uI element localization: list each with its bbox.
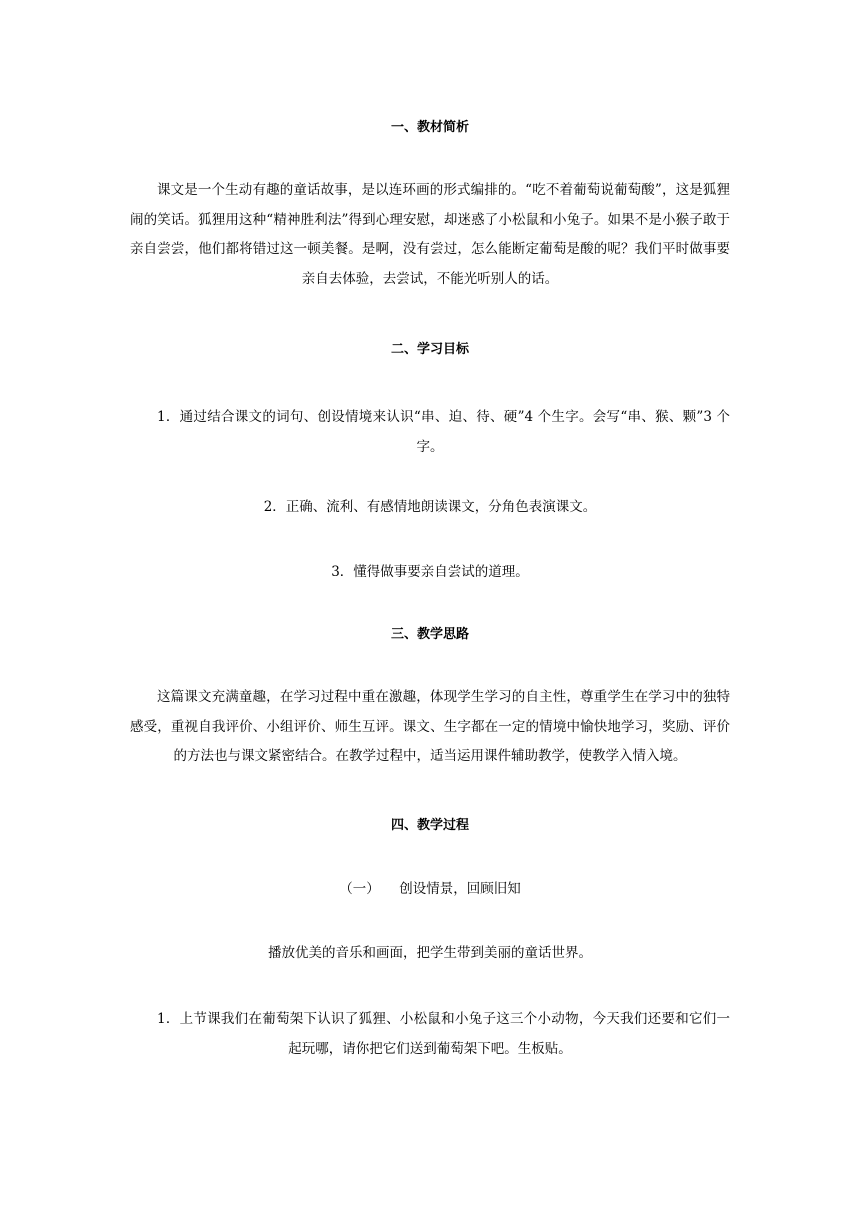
section-heading-teaching-approach: 三、教学思路 <box>390 627 469 642</box>
learning-goal-3: 3．懂得做事要亲自尝试的道理。 <box>331 564 529 580</box>
section-heading-textbook-analysis: 一、教材简析 <box>390 120 469 135</box>
subheading-title: 创设情景，回顾旧知 <box>399 881 521 897</box>
section-heading-learning-goals: 二、学习目标 <box>390 342 469 357</box>
subheading-label: （一） <box>339 881 380 897</box>
section-heading-teaching-process: 四、教学过程 <box>390 818 469 833</box>
teaching-process-intro: 播放优美的音乐和画面，把学生带到美丽的童话世界。 <box>268 945 592 961</box>
teaching-process-step-1: 1．上节课我们在葡萄架下认识了狐狸、小松鼠和小兔子这三个小动物，今天我们还要和它们一起玩哪，请你把它们送到葡萄架下吧。生板贴。 <box>157 1011 730 1057</box>
teaching-process-subheading <box>130 879 730 899</box>
learning-goal-2: 2．正确、流利、有感情地朗读课文，分角色表演课文。 <box>263 499 597 515</box>
textbook-analysis-paragraph: 课文是一个生动有趣的童话故事，是以连环画的形式编排的。“吃不着葡萄说葡萄酸”，这是狐狸闹的笑话。狐狸用这种“精神胜利法”得到心理安慰，却迷惑了小松鼠和小兔子。如果不是小猴子敢于亲自尝尝，他们都将错过这一顿美餐。是啊，没有尝过，怎么能断定葡萄是酸的呢？我们平时做事要亲自去体验，去尝试，不能光听别人的话。 <box>130 182 730 287</box>
learning-goal-1: 1．通过结合课文的词句、创设情境来认识“串、迫、待、硬”4 个生字。会写“串、猴、颗”3 个字。 <box>157 409 730 455</box>
teaching-approach-paragraph: 这篇课文充满童趣，在学习过程中重在激趣，体现学生学习的自主性，尊重学生在学习中的独特感受，重视自我评价、小组评价、师生互评。课文、生字都在一定的情境中愉快地学习，奖励、评价的方法也与课文紧密结合。在教学过程中，适当运用课件辅助教学，使教学入情入境。 <box>130 689 730 764</box>
